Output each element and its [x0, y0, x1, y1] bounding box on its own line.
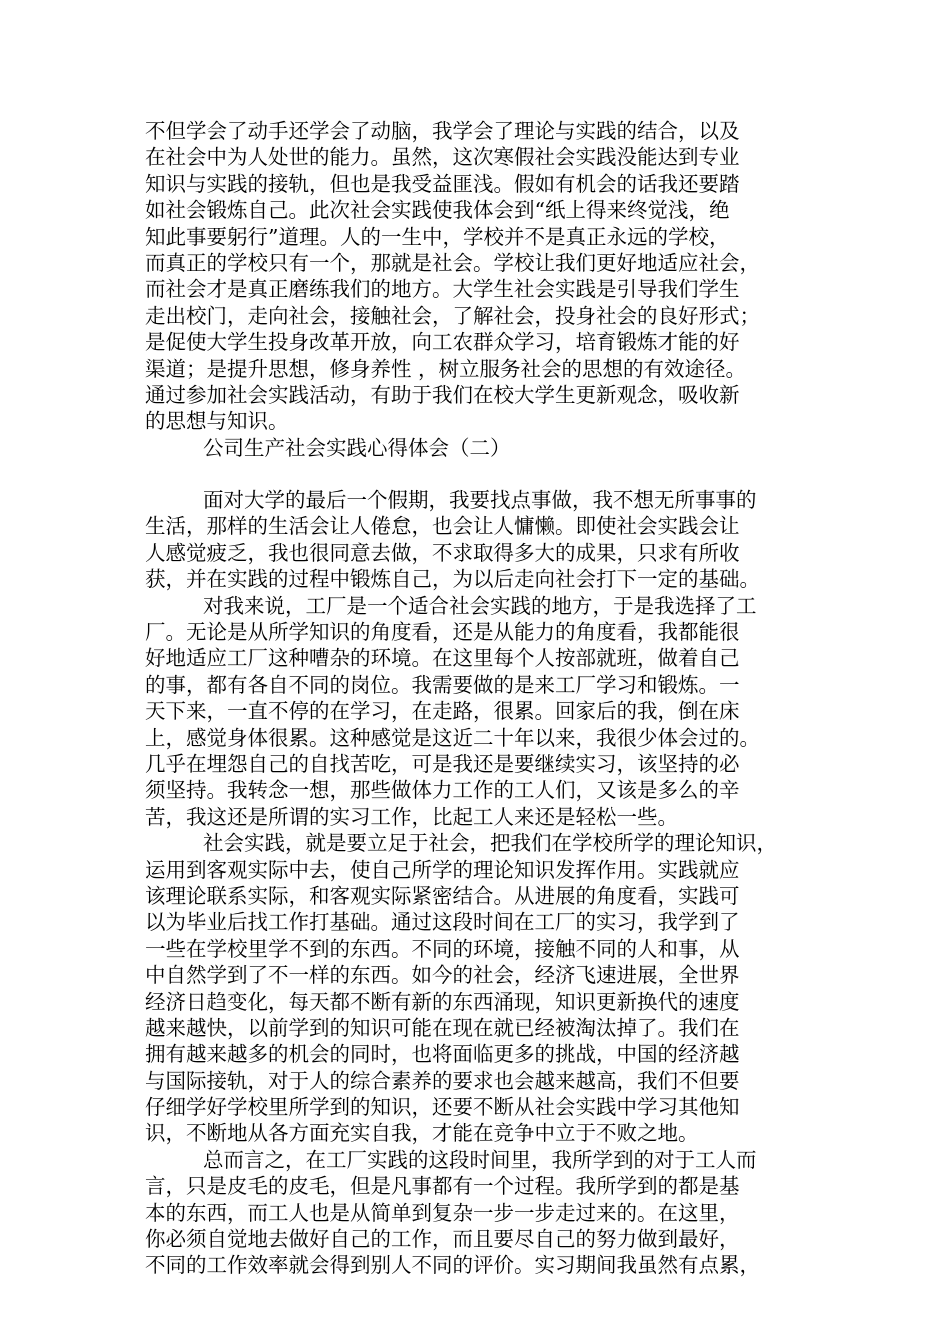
- text-line: 知识与实践的接轨，但也是我受益匪浅。假如有机会的话我还要踏: [145, 171, 740, 196]
- text-line: 而社会才是真正磨练我们的地方。大学生社会实践是引导我们学生: [145, 277, 740, 302]
- text-line: 人感觉疲乏，我也很同意去做，不求取得多大的成果，只求有所收: [145, 540, 740, 565]
- text-line: 通过参加社会实践活动，有助于我们在校大学生更新观念，吸收新: [145, 382, 740, 407]
- text-line: 对我来说，工厂是一个适合社会实践的地方，于是我选择了工: [203, 593, 757, 618]
- text-line: 如社会锻炼自己。此次社会实践使我体会到“纸上得来终觉浅，绝: [145, 198, 730, 223]
- text-line: 上，感觉身体很累。这种感觉是这近二十年以来，我很少体会过的。: [145, 725, 760, 750]
- text-line: 识，不断地从各方面充实自我，才能在竞争中立于不败之地。: [145, 1121, 699, 1146]
- paragraph-4: [145, 830, 825, 1147]
- text-line: 渠道；是提升思想，修身养性 ，树立服务社会的思想的有效途径。: [145, 356, 747, 381]
- spacer: [145, 461, 825, 487]
- text-line: 本的东西，而工人也是从简单到复杂一步一步走过来的。在这里，: [145, 1200, 740, 1225]
- text-line: 仔细学好学校里所学到的知识，还要不断从社会实践中学习其他知: [145, 1095, 740, 1120]
- text-line: 获，并在实践的过程中锻炼自己，为以后走向社会打下一定的基础。: [145, 567, 760, 592]
- text-line: 厂。无论是从所学知识的角度看，还是从能力的角度看，我都能很: [145, 620, 740, 645]
- text-line: 社会实践，就是要立足于社会，把我们在学校所学的理论知识，: [203, 831, 777, 856]
- text-line: 生活，那样的生活会让人倦怠，也会让人慵懒。即使社会实践会让: [145, 514, 740, 539]
- text-line: 好地适应工厂这种嘈杂的环境。在这里每个人按部就班，做着自己: [145, 646, 740, 671]
- text-line: 不但学会了动手还学会了动脑，我学会了理论与实践的结合，以及: [145, 119, 740, 143]
- text-line: 在社会中为人处世的能力。虽然，这次寒假社会实践没能达到专业: [145, 145, 740, 170]
- text-line: 经济日趋变化，每天都不断有新的东西涌现，知识更新换代的速度: [145, 989, 740, 1014]
- text-line: 以为毕业后找工作打基础。通过这段时间在工厂的实习，我学到了: [145, 910, 740, 935]
- text-line: 须坚持。我转念一想，那些做体力工作的工人们，又该是多么的辛: [145, 778, 740, 803]
- text-line: 的事，都有各自不同的岗位。我需要做的是来工厂学习和锻炼。一: [145, 672, 740, 697]
- text-line: 几乎在埋怨自己的自找苦吃，可是我还是要继续实习，该坚持的必: [145, 751, 740, 776]
- text-line: 言，只是皮毛的皮毛，但是凡事都有一个过程。我所学到的都是基: [145, 1174, 740, 1199]
- text-line: 面对大学的最后一个假期，我要找点事做，我不想无所事事的: [203, 488, 757, 513]
- text-line: 越来越快，以前学到的知识可能在现在就已经被淘汰掉了。我们在: [145, 1015, 740, 1040]
- text-line: 一些在学校里学不到的东西。不同的环境，接触不同的人和事，从: [145, 936, 740, 961]
- text-line: 拥有越来越多的机会的同时，也将面临更多的挑战，中国的经济越: [145, 1042, 740, 1067]
- paragraph-3: [145, 593, 825, 831]
- text-line: 走出校门，走向社会，接触社会，了解社会，投身社会的良好形式；: [145, 303, 760, 328]
- document-page: [145, 118, 825, 1279]
- paragraph-1: [145, 118, 825, 435]
- paragraph-2: [145, 487, 825, 593]
- text-line: 不同的工作效率就会得到别人不同的评价。实习期间我虽然有点累，: [145, 1253, 760, 1278]
- text-line: 与国际接轨，对于人的综合素养的要求也会越来越高，我们不但要: [145, 1068, 740, 1093]
- text-line: 是促使大学生投身改革开放，向工农群众学习，培育锻炼才能的好: [145, 330, 740, 355]
- text-line: 知此事要躬行”道理。人的一生中，学校并不是真正永远的学校，: [145, 224, 730, 249]
- text-line: 苦，我这还是所谓的实习工作，比起工人来还是轻松一些。: [145, 804, 678, 829]
- text-line: 运用到客观实际中去，使自己所学的理论知识发挥作用。实践就应: [145, 857, 740, 882]
- text-line: 而真正的学校只有一个，那就是社会。学校让我们更好地适应社会，: [145, 250, 760, 275]
- paragraph-5: [145, 1147, 825, 1279]
- text-line: 你必须自觉地去做好自己的工作，而且要尽自己的努力做到最好，: [145, 1227, 740, 1252]
- text-line: 天下来，一直不停的在学习，在走路，很累。回家后的我，倒在床: [145, 699, 740, 724]
- text-line: 该理论联系实际，和客观实际紧密结合。从进展的角度看，实践可: [145, 883, 740, 908]
- section-title: 公司生产社会实践心得体会（二）: [203, 435, 511, 460]
- text-line: 中自然学到了不一样的东西。如今的社会，经济飞速进展，全世界: [145, 963, 740, 988]
- text-line: 的思想与知识。: [145, 409, 289, 434]
- text-line: 总而言之，在工厂实践的这段时间里，我所学到的对于工人而: [203, 1147, 757, 1172]
